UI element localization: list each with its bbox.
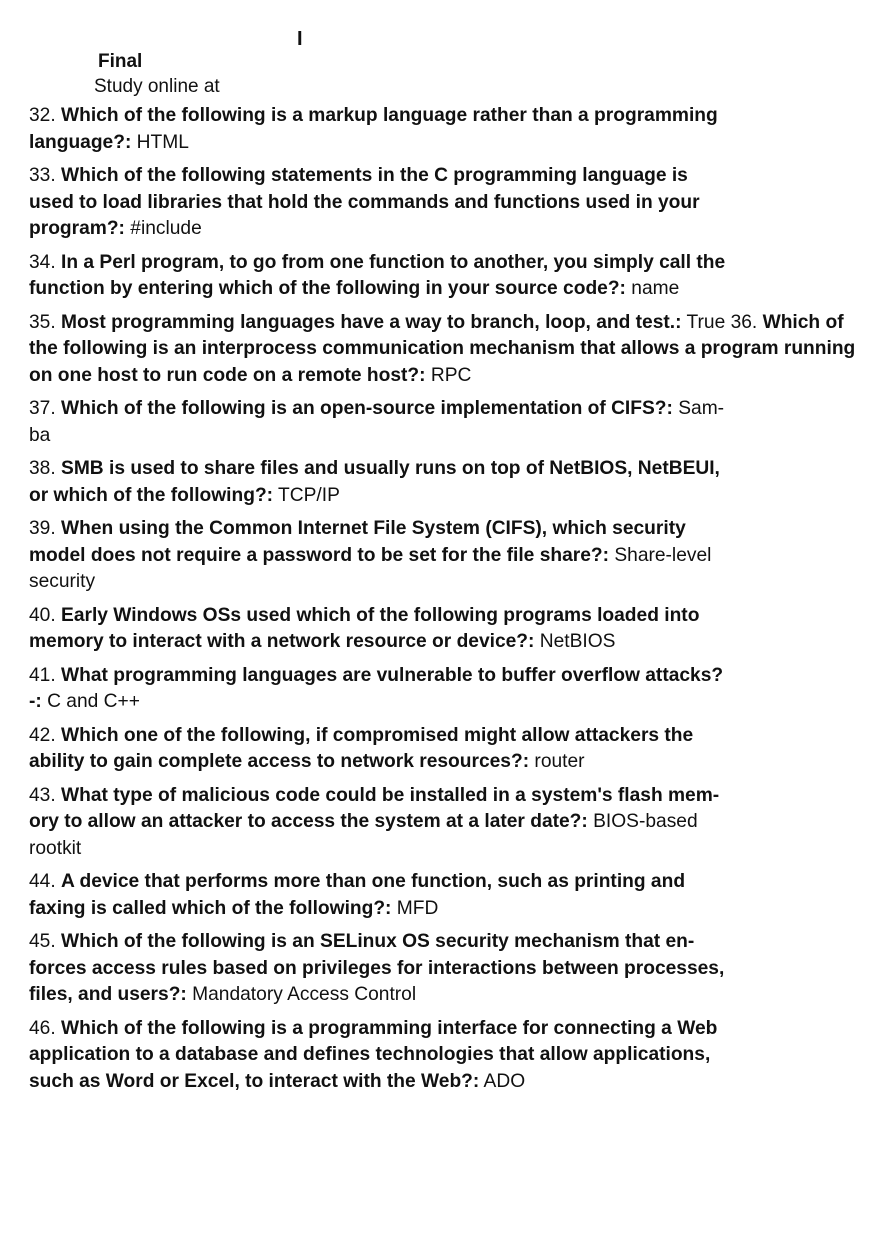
qa-answer: HTML <box>131 131 189 153</box>
qa-number: 33. <box>29 165 62 186</box>
qa-answer: NetBIOS <box>534 631 616 652</box>
qa-number: 37. <box>29 398 62 419</box>
qa-answer: Sam-ba <box>29 398 725 446</box>
qa-question: When using the Common Internet File System (CIFS), which security model does not require a password to be set for the file share?: <box>29 518 686 566</box>
qa-number: 40. <box>29 604 62 626</box>
qa-question: What type of malicious code could be installed in a system's flash mem-ory to allow an attacker to access the system at a later date?: <box>29 784 720 832</box>
qa-number: 44. <box>29 871 62 892</box>
qa-question: Which of the following is an SELinux OS security mechanism that en-forces access rules based on privileges for interactions between processes, files, and users?: <box>29 931 725 1005</box>
qa-number: 43. <box>29 784 62 806</box>
qa-list <box>29 103 859 1102</box>
qa-number: 34. <box>29 251 62 273</box>
qa-question: What programming languages are vulnerable to buffer overflow attacks?-: <box>29 664 724 712</box>
qa-number: 45. <box>29 931 62 952</box>
qa-number: 35. <box>29 311 62 333</box>
qa-answer: C and C++ <box>41 691 140 712</box>
qa-item-41 <box>29 663 734 716</box>
qa-number: 36. <box>725 311 763 333</box>
qa-answer: True <box>681 311 726 333</box>
qa-question: Which of the following is an interprocess communication mechanism that allows a program running on one host to run code on a remote host?: <box>29 311 856 386</box>
qa-answer: BIOS-based rootkit <box>29 811 698 859</box>
header-mark: I <box>297 28 303 50</box>
qa-answer: Mandatory Access Control <box>186 984 417 1005</box>
qa-item-40 <box>29 603 734 656</box>
qa-item-34 <box>29 250 734 303</box>
qa-number: 46. <box>29 1017 62 1039</box>
qa-item-43 <box>29 783 734 863</box>
qa-number: 39. <box>29 518 62 539</box>
qa-question: Most programming languages have a way to branch, loop, and test.: <box>61 311 682 333</box>
qa-item-32 <box>29 103 734 156</box>
qa-question: Which of the following statements in the C programming language is used to load libraries that hold the commands and functions used in your program?: <box>29 165 700 239</box>
qa-number: 42. <box>29 724 62 746</box>
qa-question: Which of the following is a programming interface for connecting a Web application to a database and defines technologies that allow applications, such as Word or Excel, to interact with the Web?: <box>29 1017 718 1092</box>
qa-item-39 <box>29 516 734 596</box>
qa-item-35-36 <box>29 310 859 390</box>
qa-answer: MFD <box>391 897 439 919</box>
page-title: Final <box>98 51 143 72</box>
qa-answer: #include <box>124 218 202 239</box>
qa-answer: TCP/IP <box>273 484 340 506</box>
qa-question: Which of the following is an open-source implementation of CIFS?: <box>61 398 673 419</box>
qa-answer: Share-level security <box>29 544 712 592</box>
qa-answer: name <box>625 278 680 299</box>
qa-item-37 <box>29 396 734 449</box>
qa-item-38 <box>29 456 734 509</box>
qa-number: 32. <box>29 105 62 126</box>
qa-question: SMB is used to share files and usually runs on top of NetBIOS, NetBEUI, or which of the following?: <box>29 458 720 506</box>
qa-question: In a Perl program, to go from one function to another, you simply call the function by entering which of the following in your source code?: <box>29 251 726 299</box>
qa-question: Which of the following is a markup language rather than a programming language?: <box>29 105 718 153</box>
qa-item-46 <box>29 1016 734 1096</box>
qa-question: A device that performs more than one function, such as printing and faxing is called which of the following?: <box>29 871 686 919</box>
qa-answer: ADO <box>479 1070 526 1092</box>
qa-item-42 <box>29 723 734 776</box>
qa-answer: RPC <box>425 364 472 386</box>
qa-item-44 <box>29 869 734 922</box>
qa-item-45 <box>29 929 734 1009</box>
qa-question: Which one of the following, if compromised might allow attackers the ability to gain complete access to network resources?: <box>29 724 694 772</box>
qa-answer: router <box>529 751 585 772</box>
page-subtitle: Study online at <box>94 76 220 97</box>
qa-number: 38. <box>29 458 62 479</box>
qa-number: 41. <box>29 664 62 686</box>
qa-question: Early Windows OSs used which of the following programs loaded into memory to interact with a network resource or device?: <box>29 604 700 652</box>
qa-item-33 <box>29 163 734 243</box>
